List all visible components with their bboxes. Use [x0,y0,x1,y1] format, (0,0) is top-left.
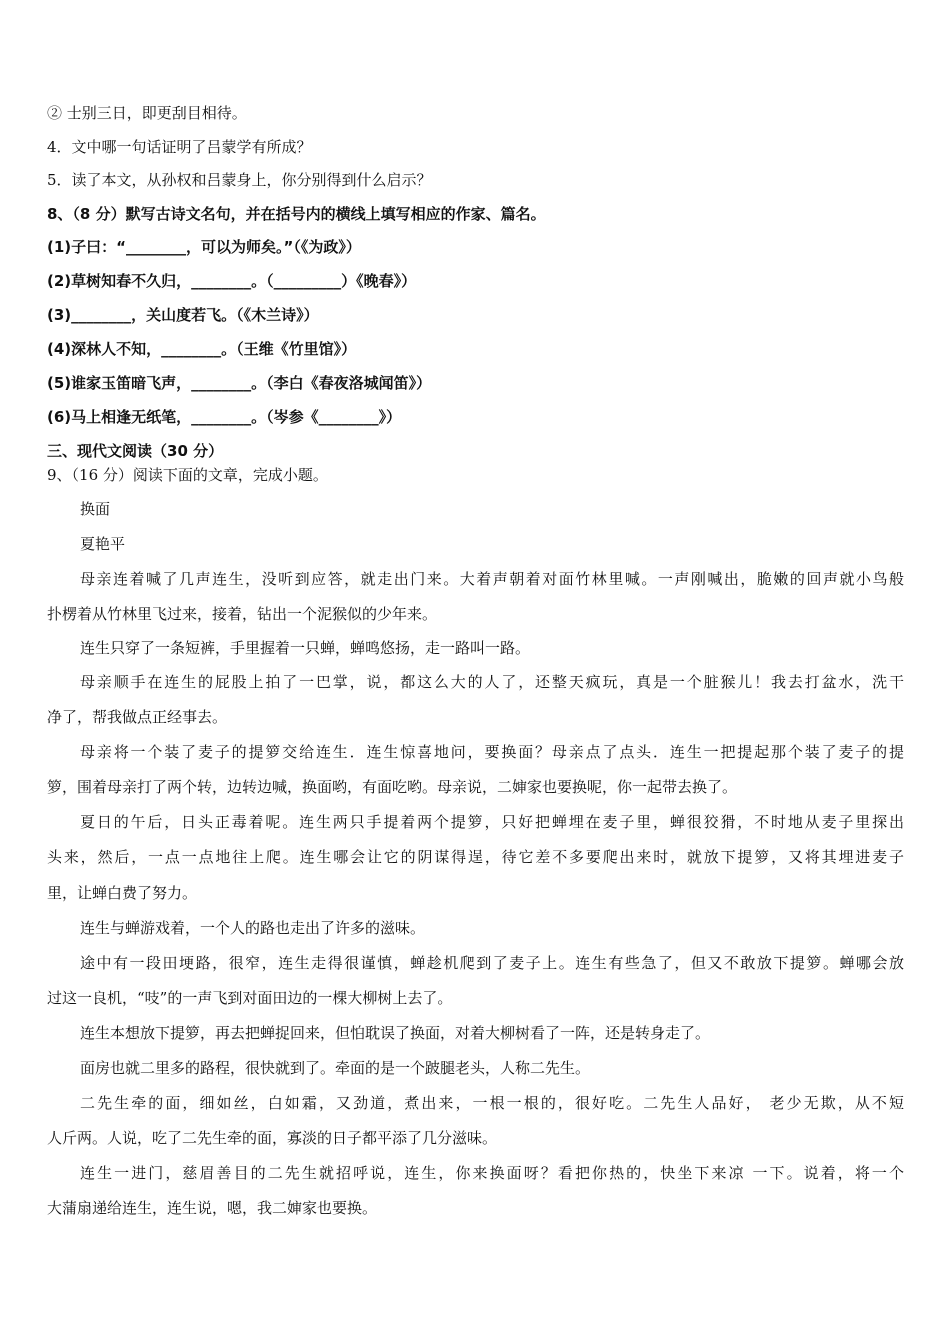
paragraph-line: 大蒲扇递给连生，连生说，嗯，我二婶家也要换。 [47,1199,378,1217]
article-title: 换面 [80,500,111,518]
paragraph-line: 人斤两。人说，吃了二先生牵的面，寡淡的日子都平添了几分滋味。 [47,1129,498,1147]
paragraph-line: 连生与蝉游戏着，一个人的路也走出了许多的滋味。 [80,919,426,937]
question-5: 5．读了本文，从孙权和吕蒙身上，你分别得到什么启示？ [47,171,432,189]
paragraph-line: 里，让蝉白费了努力。 [47,884,198,902]
paragraph-line: 连生只穿了一条短裤，手里握着一只蝉，蝉鸣悠扬，走一路叫一路。 [80,639,531,657]
fill-blank-2: (2)草树知春不久归，________。（_________）《晚春》） [47,272,417,290]
fill-blank-3: (3)________，关山度若飞。（《木兰诗》） [47,306,319,324]
paragraph-line: 过这一良机，“吱”的一声飞到对面田边的一棵大柳树上去了。 [47,989,453,1007]
article-author: 夏艳平 [80,535,126,553]
question-9-heading: 9、（16 分）阅读下面的文章，完成小题。 [47,466,328,484]
paragraph-line: 面房也就二里多的路程，很快就到了。牵面的是一个跛腿老头，人称二先生。 [80,1059,591,1077]
paragraph-line: 母亲将一个装了麦子的提箩交给连生．连生惊喜地问，要换面？母亲点了点头．连生一把提起那个装了麦子的提 [80,743,904,761]
paragraph-line: 夏日的午后，日头正毒着呢。连生两只手提着两个提箩，只好把蝉埋在麦子里，蝉很狡猾，不时地从麦子里探出 [80,813,904,831]
fill-blank-4: (4)深林人不知，________。（王维《竹里馆》） [47,340,357,358]
line-1: ② 士别三日，即更刮目相待。 [47,104,247,122]
question-4: 4．文中哪一句话证明了吕蒙学有所成？ [47,138,312,156]
paragraph-line: 扑楞着从竹林里飞过来，接着，钻出一个泥猴似的少年来。 [47,605,438,623]
fill-blank-1: (1)子曰：“________，可以为师矣。”（《为政》） [47,238,361,256]
paragraph-line: 连生本想放下提箩，再去把蝉捉回来，但怕耽误了换面，对着大柳树看了一阵，还是转身走了。 [80,1024,711,1042]
paragraph-line: 连生一进门，慈眉善目的二先生就招呼说，连生，你来换面呀？看把你热的，快坐下来凉 一下。说着，将一个 [80,1164,904,1182]
paragraph-line: 母亲连着喊了几声连生，没听到应答，就走出门来。大着声朝着对面竹林里喊。一声刚喊出，脆嫩的回声就小鸟般 [80,570,904,588]
paragraph-line: 母亲顺手在连生的屁股上拍了一巴掌，说，都这么大的人了，还整天疯玩，真是一个脏猴儿！我去打盆水，洗干 [80,673,904,691]
fill-blank-6: (6)马上相逢无纸笔，________。（岑参《________》） [47,408,402,426]
paragraph-line: 头来，然后，一点一点地往上爬。连生哪会让它的阴谋得逞，待它差不多要爬出来时，就放下提箩，又将其埋进麦子 [47,848,904,866]
question-8-heading: 8、（8 分）默写古诗文名句，并在括号内的横线上填写相应的作家、篇名。 [47,205,546,223]
paragraph-line: 箩，围着母亲打了两个转，边转边喊，换面哟，有面吃哟。母亲说，二婶家也要换呢，你一起带去换了。 [47,778,738,796]
section-3-heading: 三、现代文阅读（30 分） [47,442,224,460]
paragraph-line: 途中有一段田埂路，很窄，连生走得很谨慎，蝉趁机爬到了麦子上。连生有些急了，但又不敢放下提箩。蝉哪会放 [80,954,904,972]
paragraph-line: 净了，帮我做点正经事去。 [47,708,228,726]
fill-blank-5: (5)谁家玉笛暗飞声，________。（李白《春夜洛城闻笛》） [47,374,432,392]
paragraph-line: 二先生牵的面，细如丝，白如霜，又劲道，煮出来，一根一根的，很好吃。二先生人品好， 老少无欺，从不短 [80,1094,904,1112]
